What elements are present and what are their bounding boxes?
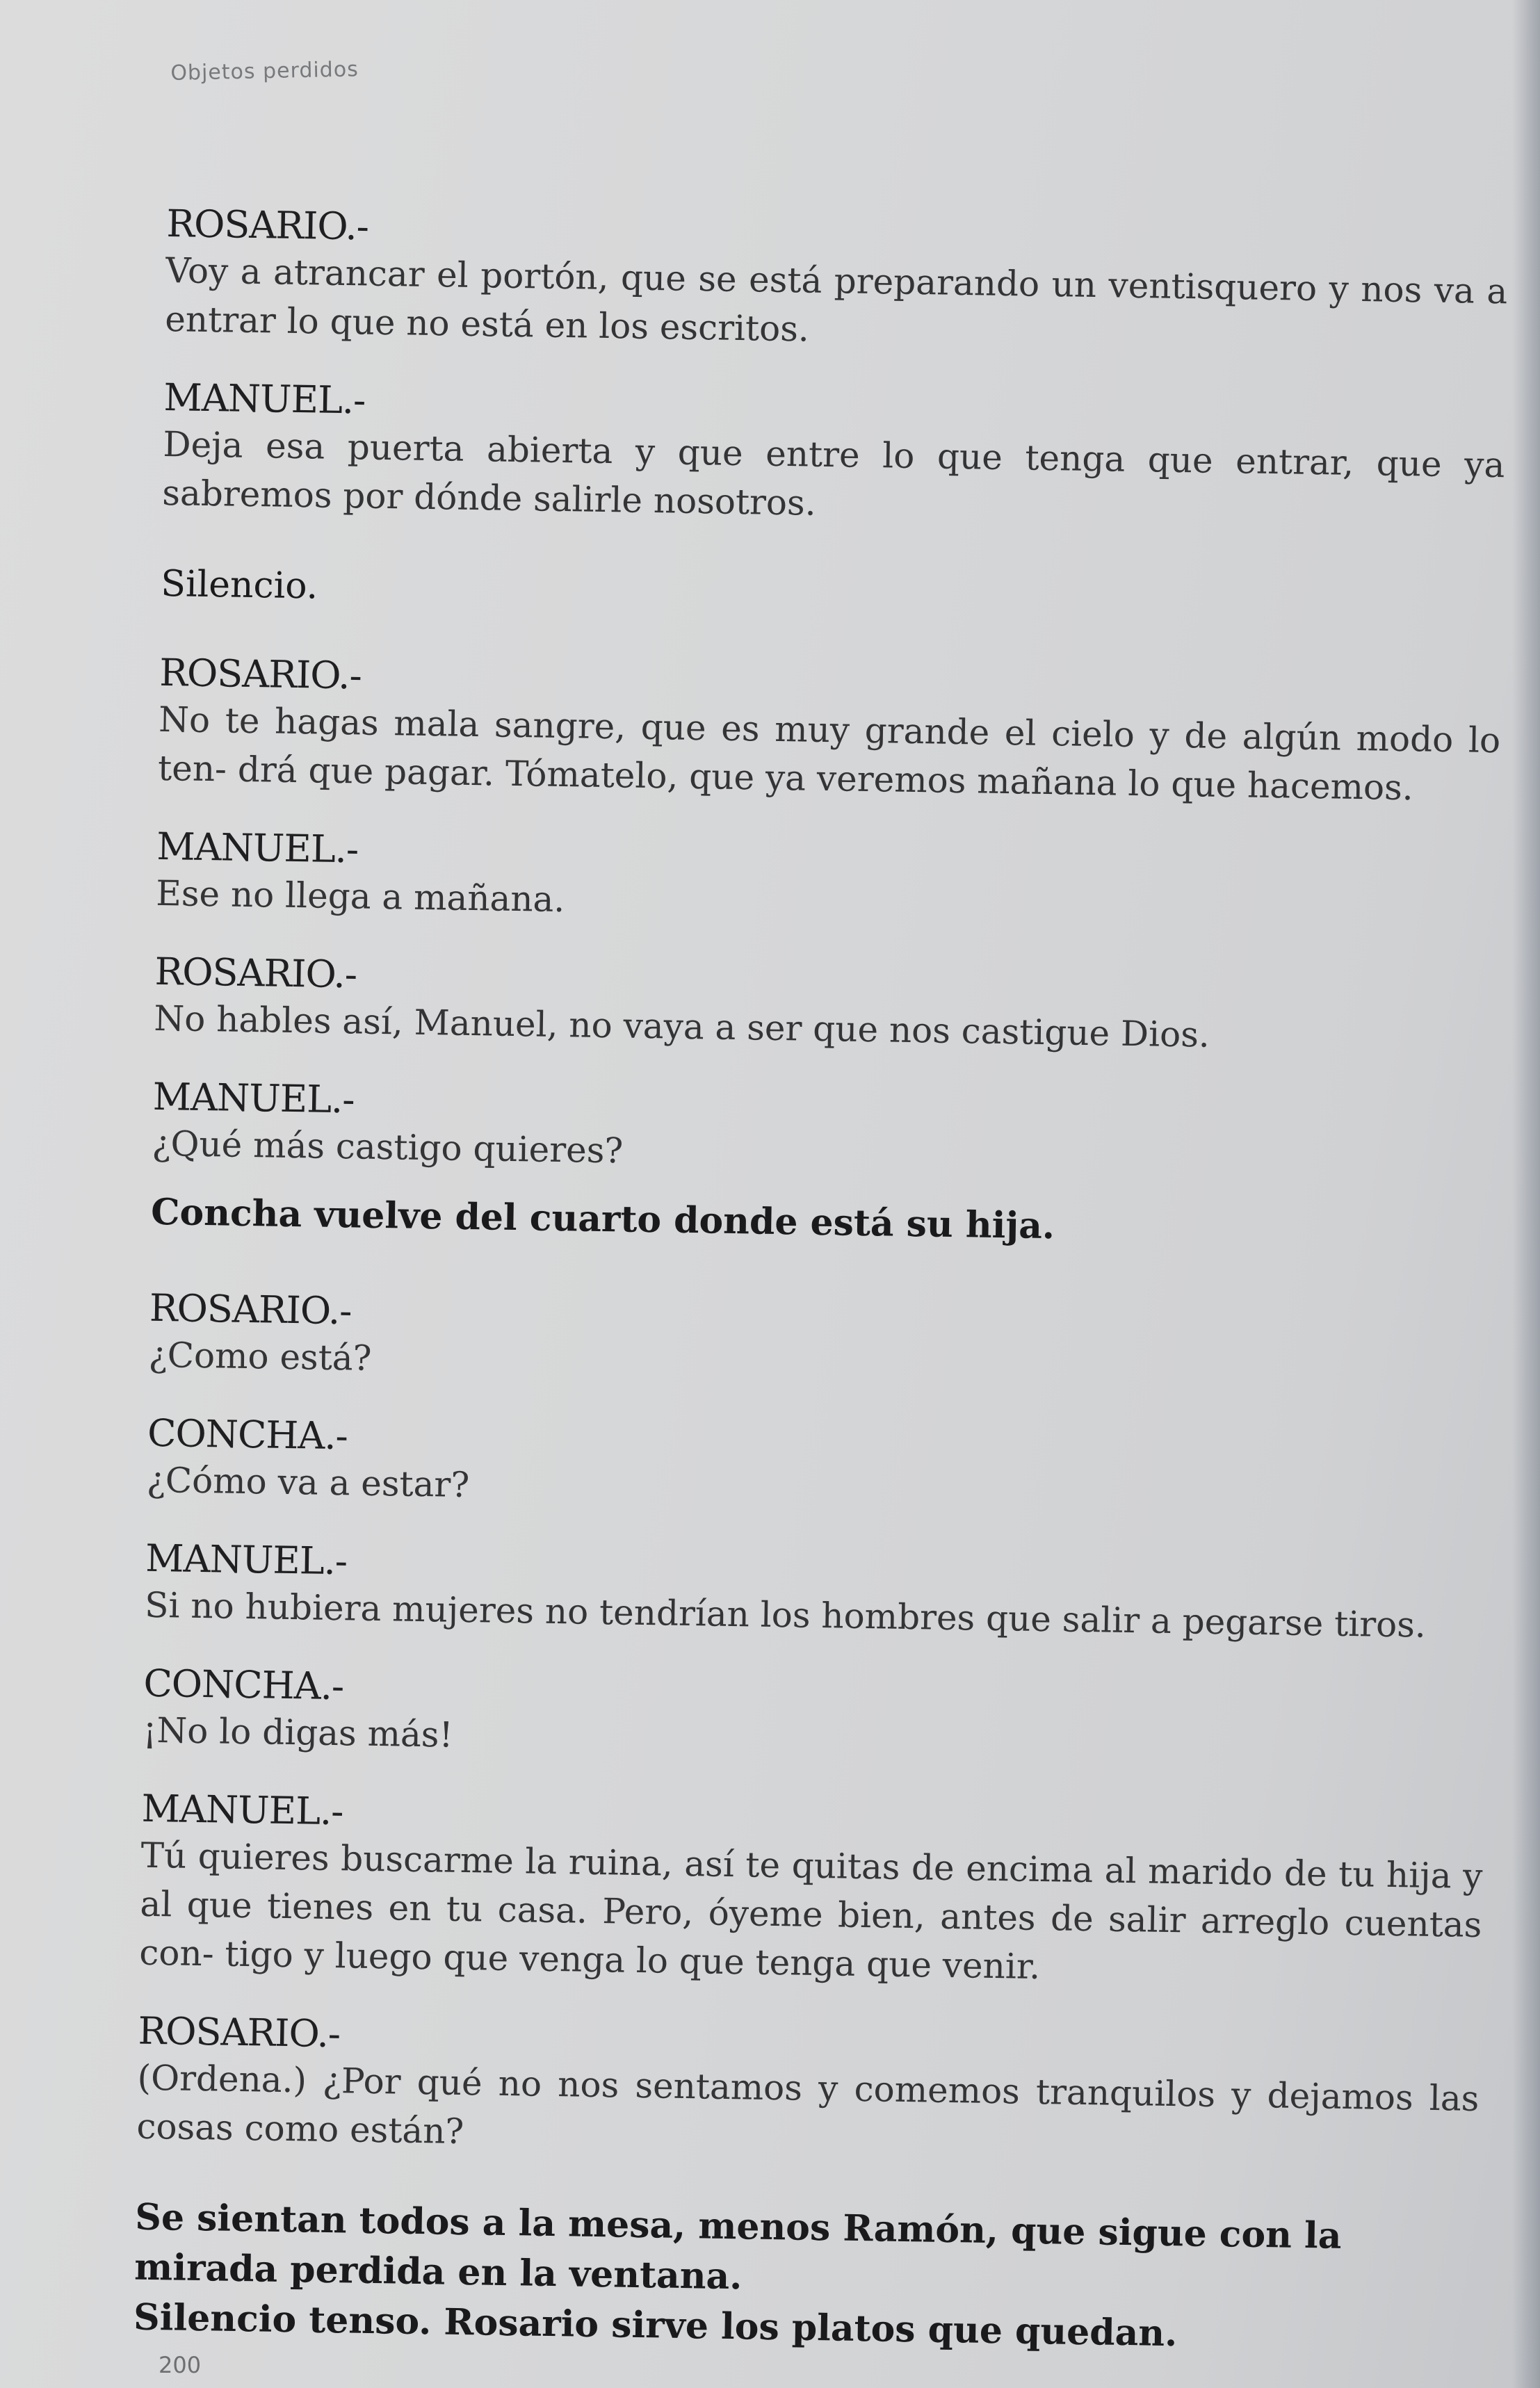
speaker-label: ROSARIO.- bbox=[166, 202, 369, 249]
speech-line: Deja esa puerta abierta y que entre lo que tenga que entrar, que ya sabremos bbox=[161, 423, 1505, 516]
speech-line: drá que pagar. Tómatelo, que ya veremos mañana lo que hacemos. bbox=[237, 749, 1414, 809]
dialogue-block bbox=[165, 202, 1509, 364]
speaker-label: MANUEL.- bbox=[145, 1536, 348, 1584]
speaker-label: MANUEL.- bbox=[141, 1786, 343, 1834]
speech-line: Tú quieres buscarme la ruina, así te quitas de encima al marido de tu hija y bbox=[140, 1835, 1483, 1897]
stage-direction bbox=[133, 2193, 1477, 2364]
speaker-label: ROSARIO.- bbox=[154, 949, 357, 997]
speech-line: Voy a atrancar el portón, que se está preparando un ventisquero y nos va a bbox=[165, 250, 1508, 312]
speaker-label: ROSARIO.- bbox=[138, 2008, 341, 2056]
dialogue-block bbox=[152, 1075, 1495, 1189]
speech-text bbox=[139, 1831, 1483, 1998]
speech-text bbox=[165, 246, 1508, 364]
speech-text: ¿Como está? bbox=[148, 1334, 372, 1379]
dialogue-block bbox=[156, 825, 1499, 939]
speech-line: por dónde salirle nosotros. bbox=[342, 476, 817, 523]
speech-text: Ese no llega a mañana. bbox=[155, 872, 565, 920]
dialogue-block bbox=[147, 1411, 1490, 1525]
stage-line: Se sientan todos a la mesa, menos Ramón, que sigue con la mirada perdida bbox=[133, 2195, 1343, 2293]
speech-line: tigo y luego que venga lo que tenga que venir. bbox=[225, 1933, 1041, 1988]
speech-text bbox=[136, 2054, 1480, 2172]
page-edge-shadow bbox=[1512, 0, 1540, 2388]
speech-text: No hables así, Manuel, no vaya a ser que nos castigue Dios. bbox=[154, 998, 1210, 1055]
dialogue-block bbox=[162, 375, 1506, 538]
stage-direction: Concha vuelve del cuarto donde está su hija. bbox=[150, 1190, 1055, 1248]
speaker-label: ROSARIO.- bbox=[149, 1285, 352, 1333]
speaker-label: ROSARIO.- bbox=[159, 650, 362, 698]
speech-line: No te hagas mala sangre, que es muy grande el cielo y de algún modo lo ten- bbox=[157, 699, 1501, 790]
stage-line: en la ventana. bbox=[457, 2250, 743, 2298]
dialogue-block bbox=[139, 1787, 1484, 1998]
speech-text: ¿Qué más castigo quieres? bbox=[152, 1123, 624, 1171]
running-header: Objetos perdidos bbox=[170, 57, 359, 86]
dialogue-block bbox=[154, 950, 1497, 1064]
speaker-label: MANUEL.- bbox=[163, 375, 366, 423]
speech-text: ¡No lo digas más! bbox=[143, 1709, 454, 1755]
dialogue-block bbox=[145, 1536, 1488, 1650]
speech-line: (Ordena.) ¿Por qué no nos sentamos y comemos tranquilos y dejamos las bbox=[137, 2057, 1480, 2119]
dialogue-block bbox=[148, 1286, 1491, 1400]
speaker-label: CONCHA.- bbox=[143, 1661, 344, 1709]
speech-text: ¿Cómo va a estar? bbox=[146, 1459, 470, 1506]
play-text bbox=[133, 202, 1509, 2388]
dialogue-block bbox=[158, 651, 1502, 813]
speech-text: Si no hubiera mujeres no tendrían los hombres que salir a pegarse tiros. bbox=[144, 1584, 1427, 1646]
speech-line: cosas como están? bbox=[136, 2106, 464, 2152]
speech-line: entrar lo que no está en los escritos. bbox=[164, 298, 810, 350]
speech-text bbox=[158, 695, 1501, 813]
speech-line: al que tienes en tu casa. Pero, óyeme bien, antes de salir arreglo cuentas con- bbox=[138, 1883, 1482, 1974]
stage-line: Silencio tenso. Rosario sirve los platos que quedan. bbox=[133, 2296, 1178, 2355]
dialogue-block bbox=[136, 2009, 1480, 2172]
dialogue-block bbox=[143, 1662, 1486, 1776]
speaker-label: CONCHA.- bbox=[147, 1411, 348, 1459]
speech-text bbox=[162, 420, 1505, 538]
stage-direction: Silencio. bbox=[160, 562, 318, 608]
page-number: 200 bbox=[159, 2352, 202, 2378]
speaker-label: MANUEL.- bbox=[156, 824, 359, 872]
speaker-label: MANUEL.- bbox=[152, 1074, 355, 1122]
